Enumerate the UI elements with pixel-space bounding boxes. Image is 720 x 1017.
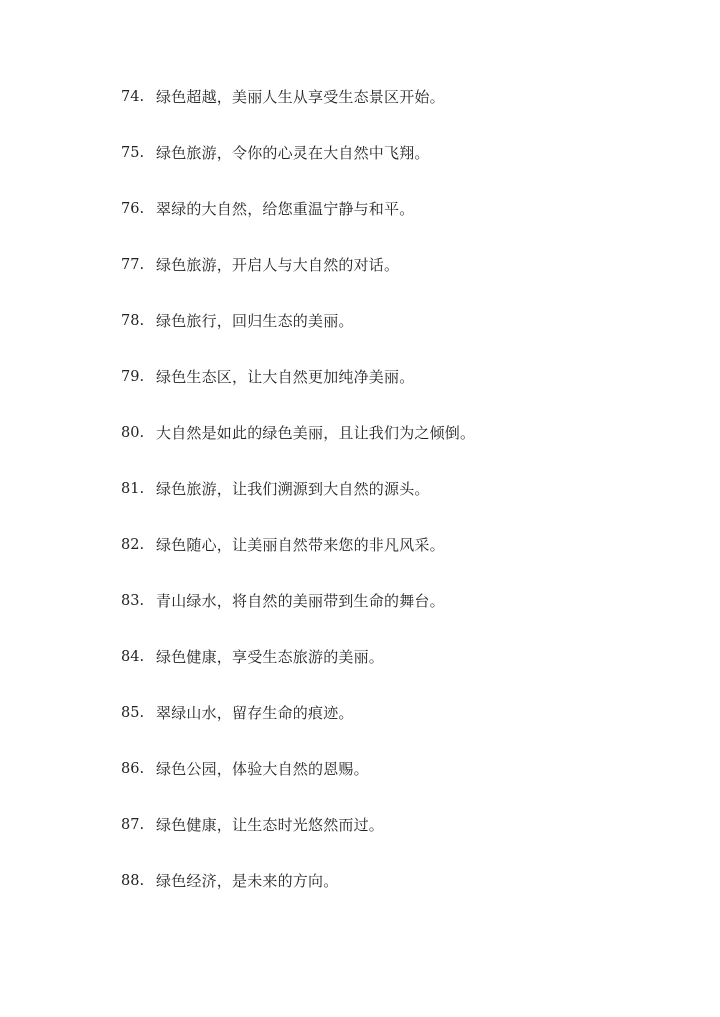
item-number: 76. — [121, 201, 145, 217]
item-number: 87. — [121, 817, 145, 833]
item-text: 绿色健康，让生态时光悠然而过。 — [156, 816, 385, 834]
item-text: 大自然是如此的绿色美丽，且让我们为之倾倒。 — [156, 424, 476, 442]
item-number: 85. — [121, 705, 145, 721]
item-text: 绿色经济，是未来的方向。 — [156, 872, 339, 890]
list-item — [121, 310, 475, 366]
item-text: 绿色超越，美丽人生从享受生态景区开始。 — [156, 88, 445, 106]
item-number: 79. — [121, 369, 145, 385]
item-number: 81. — [121, 481, 145, 497]
list-item — [121, 702, 475, 758]
list-item — [121, 590, 475, 646]
item-text: 绿色公园，体验大自然的恩赐。 — [156, 760, 369, 778]
list-item — [121, 142, 475, 198]
item-text: 翠绿的大自然，给您重温宁静与和平。 — [156, 200, 415, 218]
list-item — [121, 478, 475, 534]
item-number: 83. — [121, 593, 145, 609]
list-item — [121, 254, 475, 310]
item-text: 绿色旅行，回归生态的美丽。 — [156, 312, 354, 330]
list-item — [121, 198, 475, 254]
item-text: 绿色旅游，让我们溯源到大自然的源头。 — [156, 480, 430, 498]
list-item — [121, 870, 475, 926]
item-number: 77. — [121, 257, 145, 273]
item-number: 86. — [121, 761, 145, 777]
item-text: 绿色健康，享受生态旅游的美丽。 — [156, 648, 385, 666]
item-text: 绿色旅游，开启人与大自然的对话。 — [156, 256, 400, 274]
item-number: 74. — [121, 89, 145, 105]
item-number: 80. — [121, 425, 145, 441]
list-item — [121, 422, 475, 478]
item-number: 75. — [121, 145, 145, 161]
list-item — [121, 534, 475, 590]
list-item — [121, 86, 475, 142]
item-number: 82. — [121, 537, 145, 553]
list-item — [121, 814, 475, 870]
slogan-list — [121, 86, 475, 926]
list-item — [121, 646, 475, 702]
item-text: 青山绿水，将自然的美丽带到生命的舞台。 — [156, 592, 445, 610]
list-item — [121, 366, 475, 422]
item-number: 78. — [121, 313, 145, 329]
item-text: 绿色生态区，让大自然更加纯净美丽。 — [156, 368, 415, 386]
item-text: 绿色旅游，令你的心灵在大自然中飞翔。 — [156, 144, 430, 162]
item-number: 84. — [121, 649, 145, 665]
list-item — [121, 758, 475, 814]
item-text: 绿色随心，让美丽自然带来您的非凡风采。 — [156, 536, 445, 554]
item-text: 翠绿山水，留存生命的痕迹。 — [156, 704, 354, 722]
item-number: 88. — [121, 873, 145, 889]
